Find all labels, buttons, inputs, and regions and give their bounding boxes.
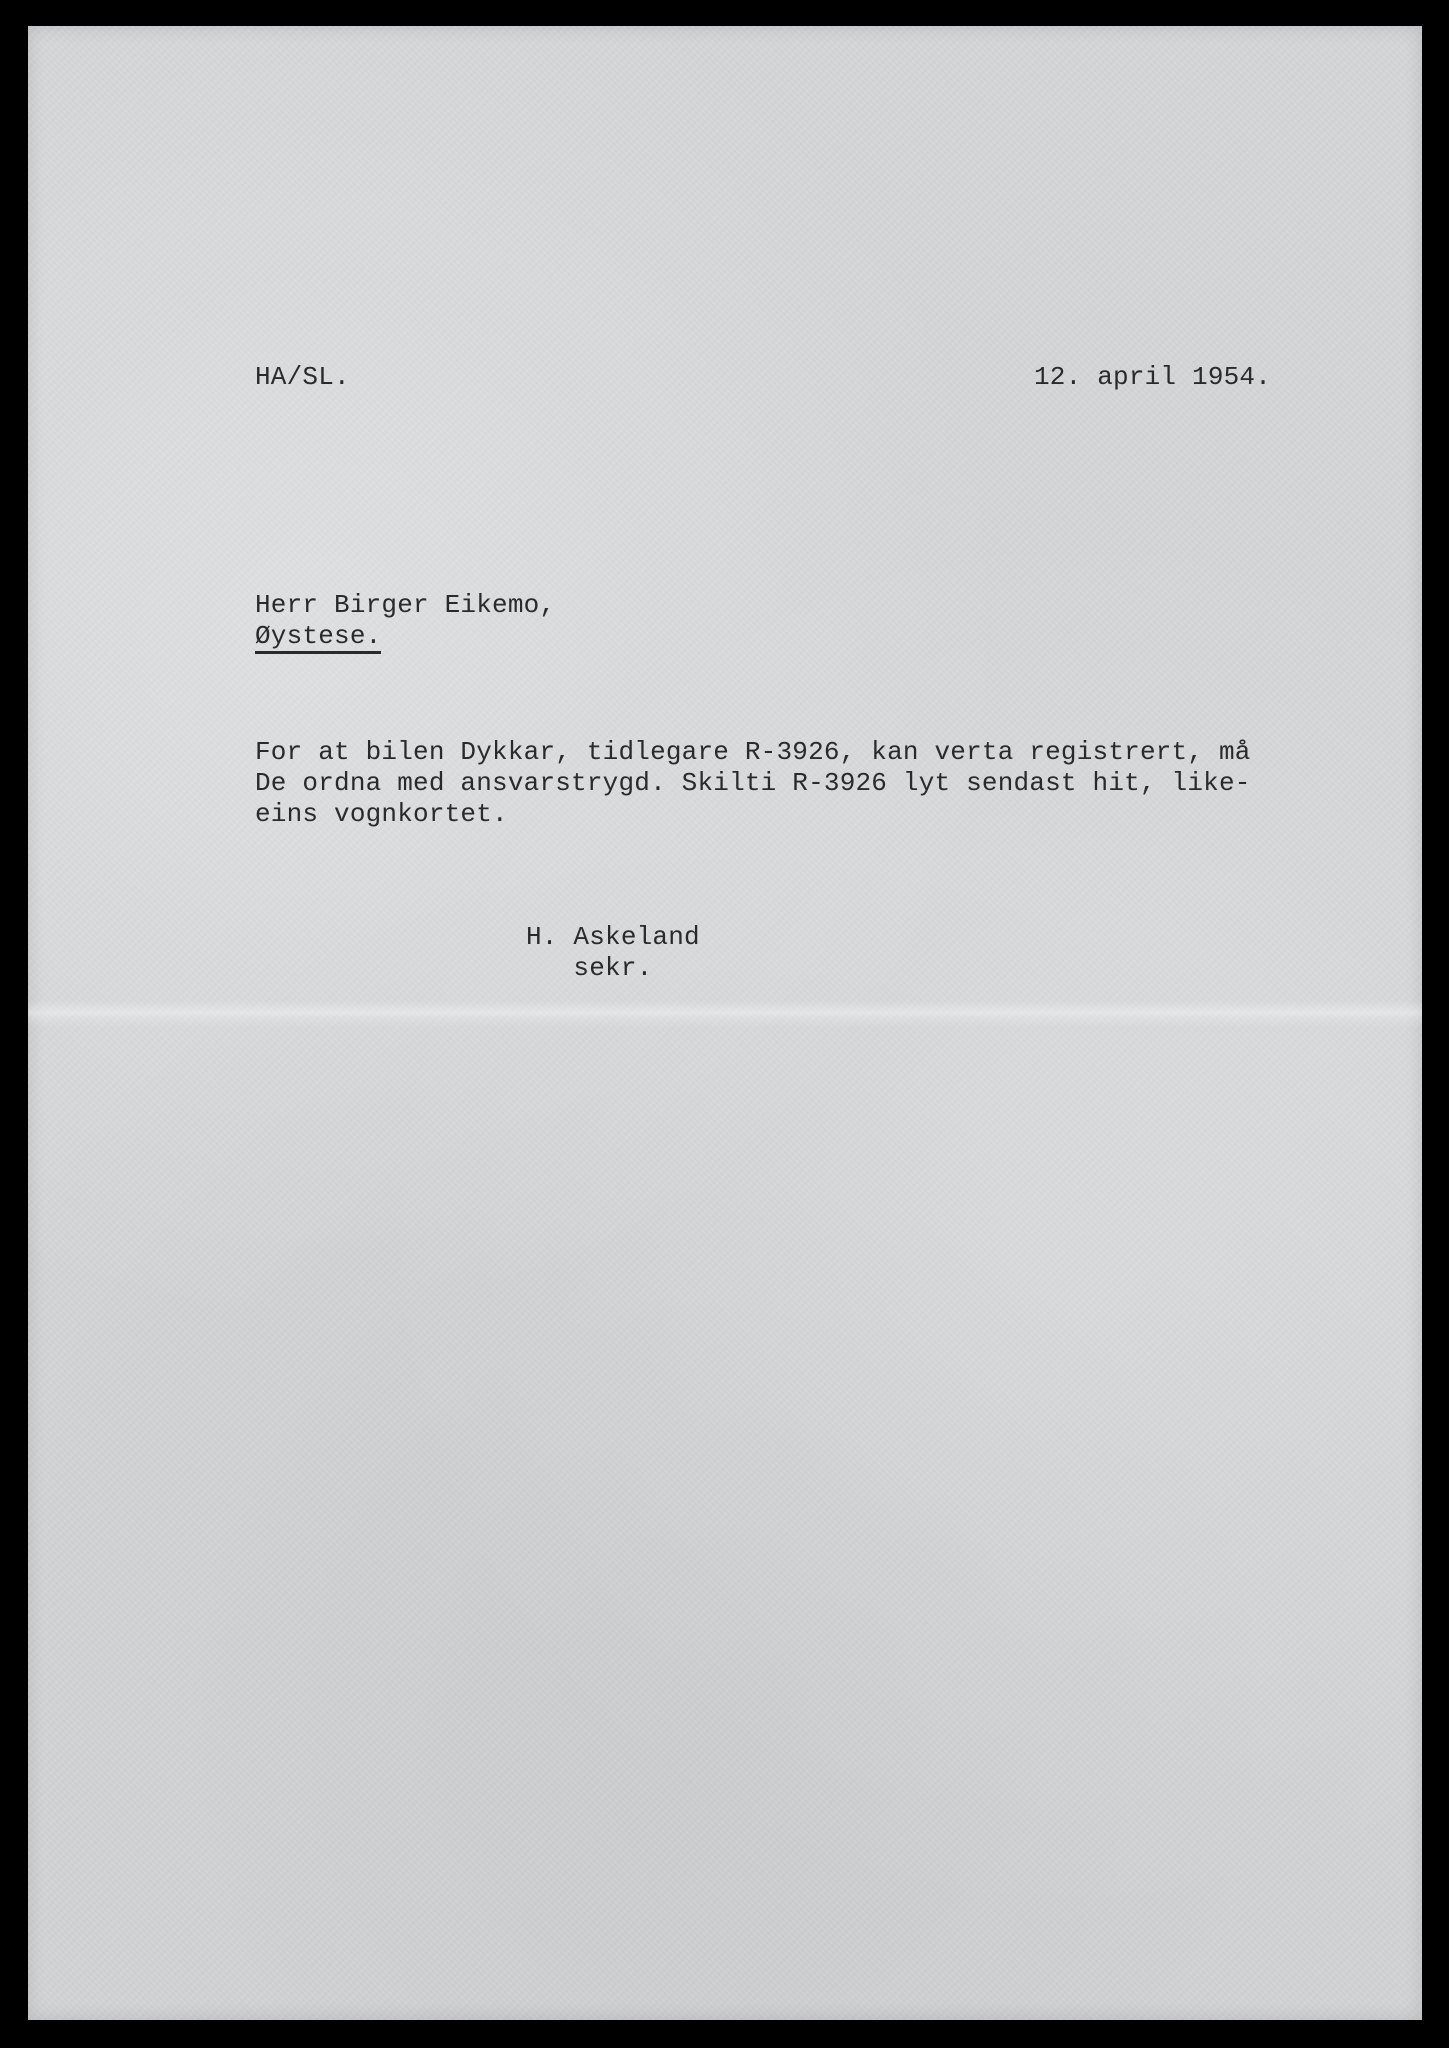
letter-body: [255, 737, 1251, 830]
signer-name: H. Askeland: [526, 922, 700, 952]
paper-fold-line: [28, 1001, 1422, 1027]
body-line: De ordna med ansvarstrygd. Skilti R-3926 lyt sendast hit, like-: [255, 768, 1251, 798]
signature-block: [526, 922, 700, 984]
signer-title: sekr.: [526, 953, 653, 983]
body-line: eins vognkortet.: [255, 799, 508, 829]
recipient-block: [255, 590, 555, 654]
recipient-name: Herr Birger Eikemo,: [255, 590, 556, 620]
recipient-place: Øystese.: [255, 621, 381, 654]
letter-date: 12. april 1954.: [1034, 362, 1272, 392]
reference-code: HA/SL.: [255, 362, 350, 392]
paper-sheet: [28, 26, 1422, 2020]
body-line: For at bilen Dykkar, tidlegare R-3926, kan verta registrert, må: [255, 737, 1251, 767]
